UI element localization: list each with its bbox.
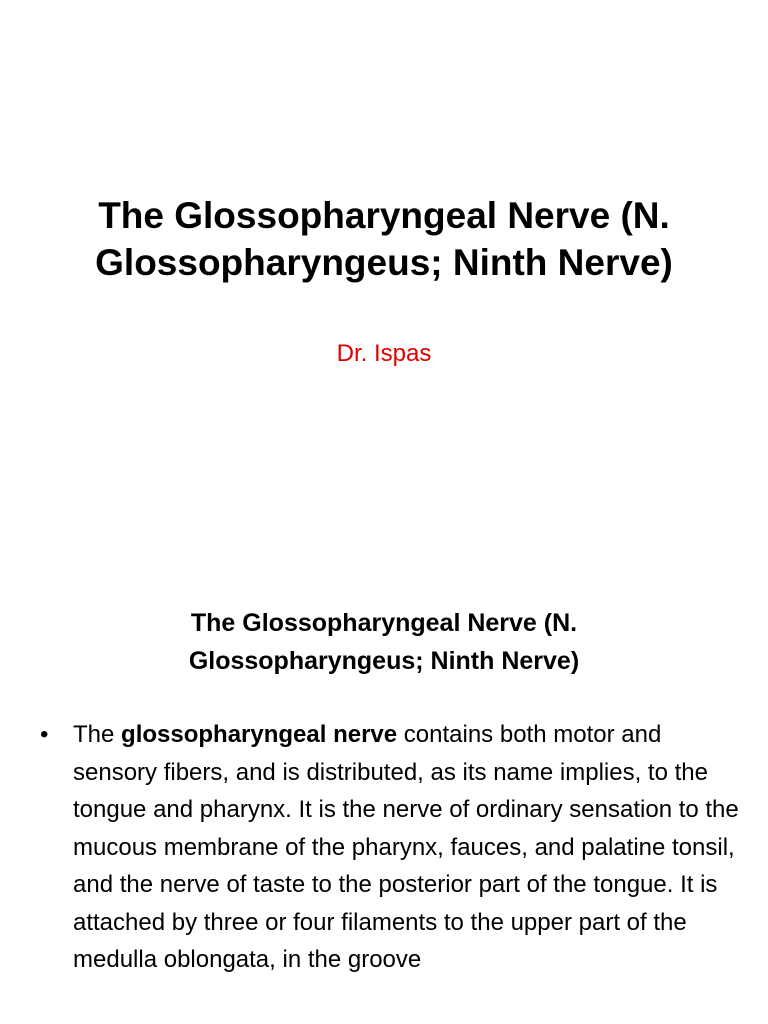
bullet-bold-term: glossopharyngeal nerve bbox=[121, 721, 398, 748]
slide-title: The Glossopharyngeal Nerve (N. Glossopharyngeus; Ninth Nerve) bbox=[95, 195, 673, 283]
bullet-text-body: contains both motor and sensory fibers, and is distributed, as its name implies, to the tongue and pharynx. It is the nerve of ordinary sensation to the mucous membrane of the pharynx, fauces, and palatine tonsil, and the nerve of taste to the posterior part of the tongue. It is attached by three or four filaments to the upper part of the medulla oblongata, in the groove bbox=[73, 721, 739, 973]
content-title-line-2: Glossopharyngeus; Ninth Nerve) bbox=[188, 647, 580, 675]
slide-subtitle-author: Dr. Ispas bbox=[336, 340, 432, 367]
content-title-line-1: The Glossopharyngeal Nerve (N. bbox=[190, 609, 578, 637]
bullet-paragraph bbox=[73, 716, 740, 979]
bullet-marker: • bbox=[40, 721, 49, 748]
content-slide bbox=[0, 512, 768, 1024]
content-slide-title bbox=[40, 604, 728, 680]
bullet-text-prefix: The bbox=[73, 721, 122, 748]
bullet-list bbox=[40, 716, 740, 979]
